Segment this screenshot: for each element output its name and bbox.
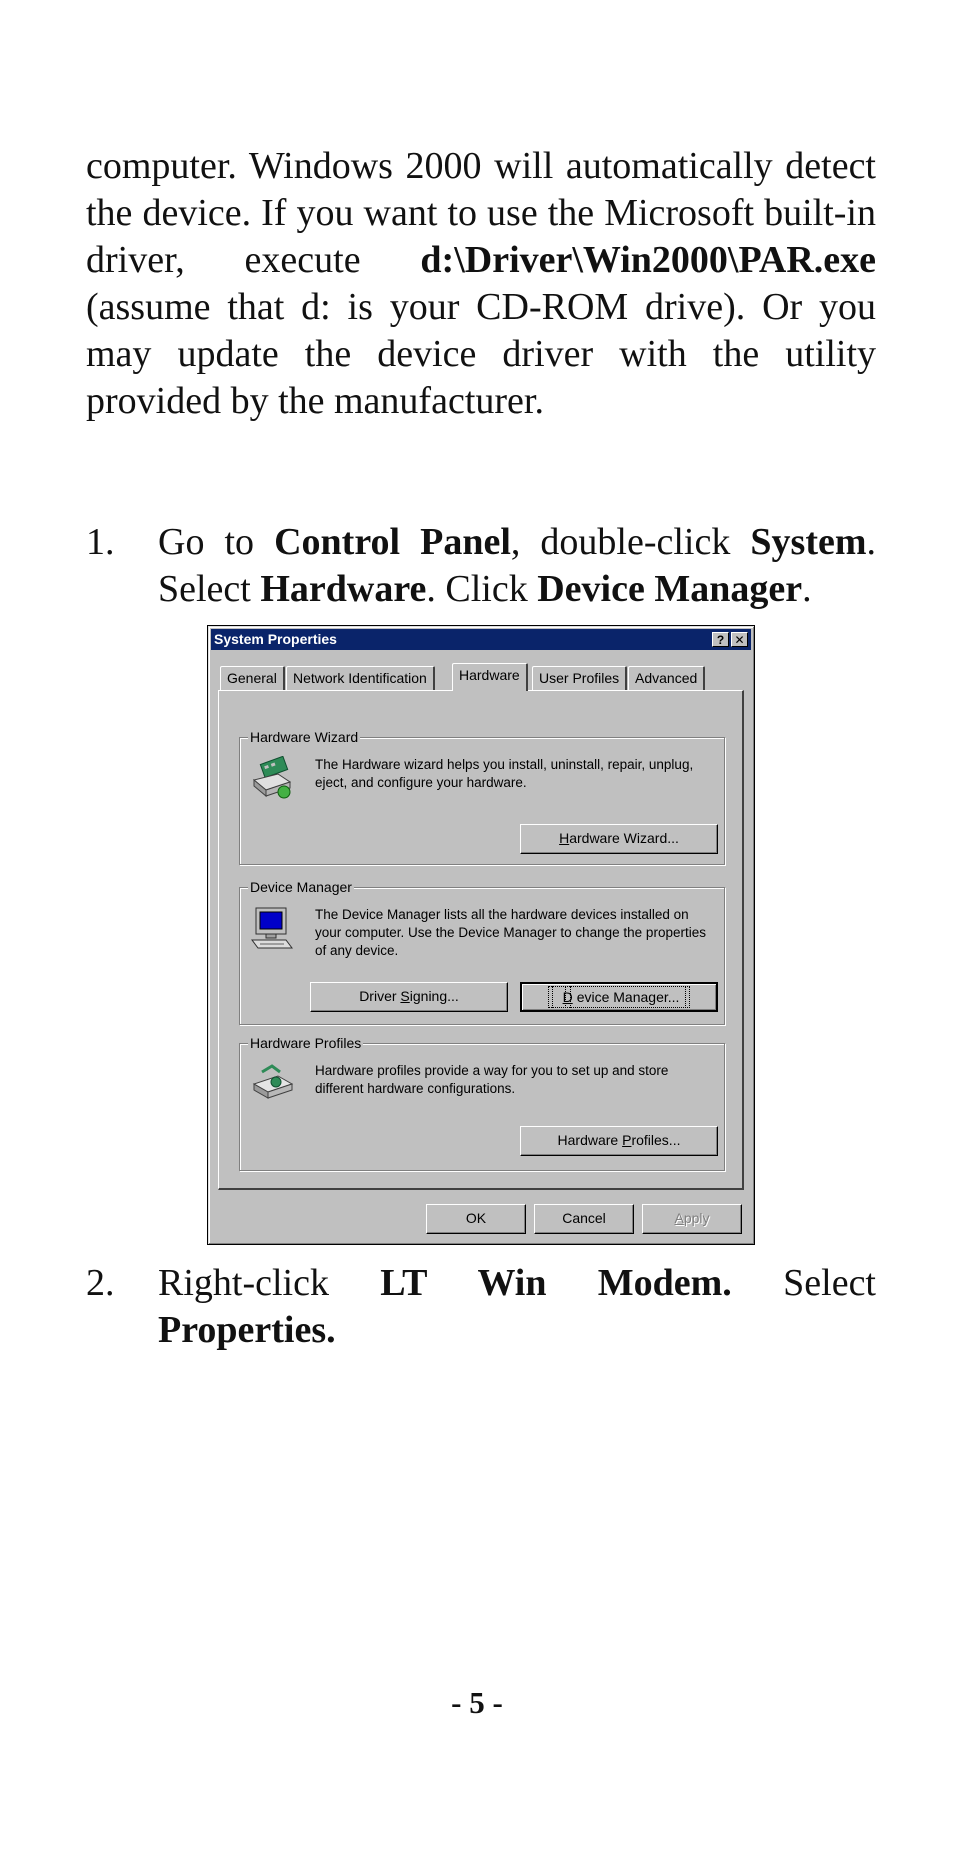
step-2-text — [158, 1260, 876, 1354]
step-1-t2: , double-click — [510, 521, 751, 563]
apply-button[interactable] — [642, 1204, 742, 1234]
title-bar — [211, 629, 751, 650]
computer-icon — [250, 906, 296, 952]
intro-text-end: (assume that d: is your CD-ROM drive). Or you may update the device driver with the utility provided by the manufacturer. — [86, 286, 876, 422]
hp-btn-accel: P — [622, 1132, 632, 1148]
hw-btn-post: ardware Wizard... — [569, 830, 679, 846]
device-manager-description: The Device Manager lists all the hardware devices installed on your computer. Use the Device Manager to change the properties of any device. — [315, 907, 706, 958]
step-2-t2: Select — [731, 1262, 876, 1304]
dialog-title: System Properties — [214, 631, 337, 647]
tab-general[interactable]: General — [220, 666, 285, 690]
step-2-number: 2. — [86, 1262, 115, 1304]
hp-btn-post: rofiles... — [631, 1132, 681, 1148]
hardware-wizard-description: The Hardware wizard helps you install, uninstall, repair, unplug, eject, and configure your hardware. — [315, 757, 694, 790]
step-1-hardware: Hardware — [260, 568, 427, 610]
hw-btn-accel: H — [559, 830, 570, 846]
hardware-profiles-description: Hardware profiles provide a way for you to set up and store different hardware configurations. — [315, 1063, 669, 1096]
step-1-t3: . Select — [158, 521, 876, 610]
apply-accel: A — [674, 1210, 684, 1226]
step-1-text — [158, 519, 876, 613]
cancel-button[interactable]: Cancel — [534, 1204, 634, 1234]
hardware-tab-panel — [218, 690, 744, 1190]
hardware-profiles-label: Hardware Profiles — [250, 1035, 362, 1051]
tab-hardware[interactable]: Hardware — [452, 663, 528, 691]
driver-path: d:\Driver\Win2000\PAR.exe — [420, 239, 876, 281]
device-manager-button-label — [551, 989, 688, 1005]
hardware-profiles-group — [239, 1035, 725, 1171]
intro-paragraph — [86, 143, 876, 425]
device-manager-label: Device Manager — [250, 879, 352, 895]
hardware-profiles-icon — [250, 1062, 296, 1102]
apply-post: pply — [683, 1210, 710, 1226]
step-1-device-manager: Device Manager — [537, 568, 803, 610]
step-1-t5: . — [802, 568, 812, 610]
step-1 — [86, 519, 876, 613]
step-2-t1: Right-click — [158, 1262, 381, 1304]
dm-btn-pre — [555, 989, 563, 1005]
hardware-wizard-button[interactable] — [520, 824, 718, 854]
step-1-t4: . Click — [426, 568, 538, 610]
hardware-profiles-button[interactable] — [520, 1126, 718, 1156]
close-button[interactable]: ✕ — [731, 632, 748, 647]
ok-button[interactable]: OK — [426, 1204, 526, 1234]
dm-btn-accel: D — [562, 989, 573, 1005]
step-2-properties: Properties. — [158, 1309, 336, 1351]
ds-btn-pre: Driver — [359, 988, 401, 1004]
hp-btn-pre: Hardware — [557, 1132, 623, 1148]
dm-btn-post: evice Manager... — [573, 989, 684, 1005]
step-1-control-panel: Control Panel — [274, 521, 511, 563]
step-1-number: 1. — [86, 521, 115, 563]
device-manager-group — [239, 879, 725, 1025]
step-2-lt-win-modem: LT Win Modem. — [380, 1262, 732, 1304]
ds-btn-accel: S — [400, 988, 410, 1004]
step-2 — [86, 1260, 876, 1354]
device-manager-button[interactable] — [520, 982, 718, 1012]
page-number: - 5 - — [451, 1685, 503, 1720]
driver-signing-button[interactable] — [310, 982, 508, 1012]
hardware-wizard-label: Hardware Wizard — [250, 729, 359, 745]
tab-advanced[interactable]: Advanced — [628, 666, 705, 690]
step-1-system: System — [750, 521, 867, 563]
ds-btn-post: igning... — [409, 988, 459, 1004]
tab-user-profiles[interactable]: User Profiles — [532, 666, 627, 690]
tab-network-identification[interactable]: Network Identification — [286, 666, 435, 690]
intro-text-start: computer. Windows 2000 will automatically detect the device. If you want to use the Microsoft built-in driver, execute — [86, 145, 876, 281]
step-1-t1: Go to — [158, 521, 275, 563]
help-button[interactable]: ? — [712, 632, 729, 647]
system-properties-dialog — [207, 625, 755, 1245]
hardware-wizard-group — [239, 729, 725, 865]
hardware-wizard-icon — [250, 756, 296, 800]
